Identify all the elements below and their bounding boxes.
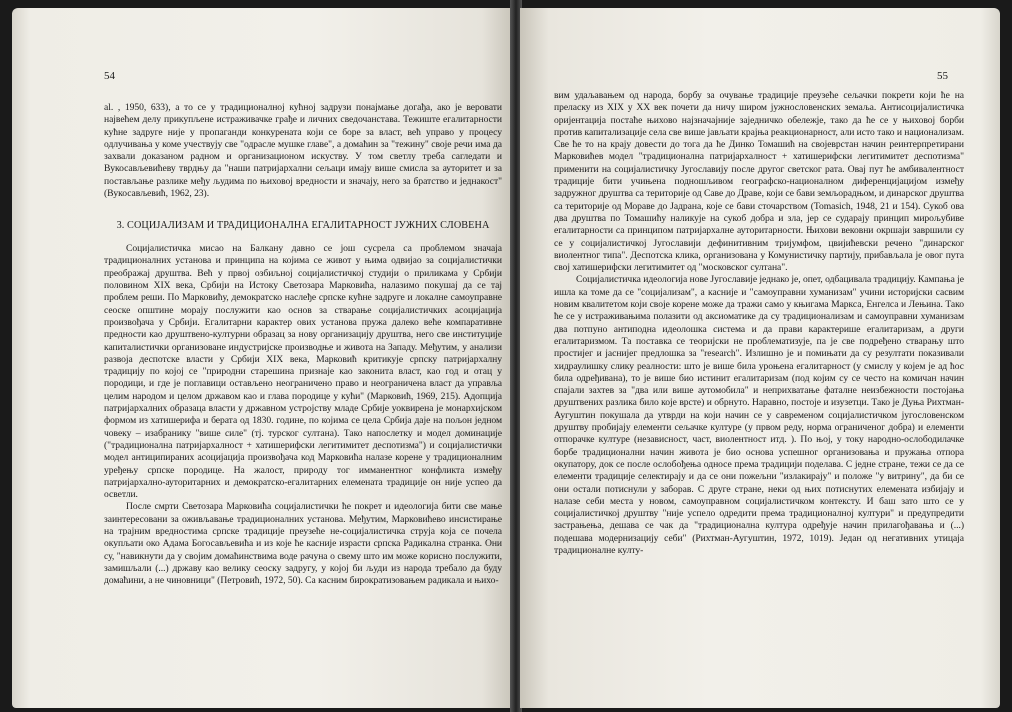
paragraph-continued: вим удаљавањем од народа, борбу за очување традиције преузеће сељачки покрети који ће на прелаcку из XIX у XX век почети да ничу широм јужнословенских земаља. Антисоцијалистичка оријентација постаће њихово најзначајније заједничко обележје, тако да ће се у њиховој борби против капитализације села све више јављати крајња реакционарност, али исто тако и национализам. Све ће то на крају довести до тога да ће Динко Томашић на својеврстан начин реинтерпретирани Марковићев модел "традиционална патријархалност + хатишерифски легитимитет деспотизма" применити на социјалистичку Југославију после другог светског рата. Овај пут ће амбивалентност традиције бити учињена подношљивом географско-националном диференцијацијом између задружног друштва са територије од Саве до Драве, који се бави земљорадњом, и динарског друштва са територије од Мораве до Јадрана, које се бави сточарством (Tomasich, 1948, 21 и 154). Сукоб ова два друштва по Томашићу наликује на сукоб добра и зла, јер се сударају принцип мирољубиве егалитарности са принципом патријархалне ауторитарности. Њихови вековни окршаји завршили су се у социјалистичкој Југославији дефинитивним тријумфом, цвијићевски речено "динарског виолентног типа". Деспотска клика, организована у Комунистичку партију, прибављала је овог пута свој хатишерифски легитимитет од "московског султана". [554, 90, 964, 274]
right-page [520, 8, 1000, 708]
paragraph-intro: al. , 1950, 633), а то се у традиционалној кућној задрузи понајмање догађа, ако је веровати највећем делу прикупљене истраживачке грађе и личних сведочанстава. Тежиште егалитарности кућне задруге није у пропаганди конкурената који се боре за власт, већ управо у процесу одлучивања у коме учествују све "одрасле мушке главе", а домаћин за "тежину" своје речи има да захвали доказаном радном и организационом искуству. У том светлу треба сагледати и Вукосављевићеву тврдњу да "наши патријархални сељаци имају више смисла за ауторитет и за постављање разлике међу људима по њиховој вредности и значају, него за братство и једнакост" (Вукосављевић, 1962, 23). [104, 102, 502, 200]
left-page-body [104, 102, 502, 587]
paragraph-1: Социјалистичка мисао на Балкану давно се још сусрела са проблемом значаја традиционалних установа и принципа на којима се живот у њима одвијао за социјалистички преображај друштва. Већ у првој озбиљној социјалистичкој студији о приликама у Србији половином XIX века, Србији на Истоку Светозара Марковића, налазимо покушај да се тај проблем реши. По Марковићу, демократско наслеђе српске кућне задруге и локалне самоуправне сеоске општине морају послужити као основ за стварање социјалистичких асоцијација произвођача у Србији. Егалитарни карактер ових установа пружа далеко веће компаративне предности као друштвено-културни образац за нову организацију друштва, него све институције капиталистички организоване индустријске производње и живота на Западу. Међутим, у анализи развоја деспотске власти у Србији XIX века, Марковић критикује српску патријархалну традицију по којој се "природни старешина признаје као законита власт, као год и отац у породици, и где је поглавици остављено неограничено право и неограничена власт да управља целим народом и целом државом као и глава породице у кући" (Марковић, 1969, 215). Адопција патријархалних образаца власти у државном устројству младе Србије уоквирена је монархијском формом из хатишерифа и берата од 1830. године, по којима се цела Србија даје на пољон једном човеку – изабранику "више силе" (тј. турског султана). Тако напослетку и модел доминације ("традиционална патријархалност + хатишерифски легитимитет деспотизма") и социјалистички модел антиципираних асоцијација произвођача код Марковића налазе корене у традиционалним уређењу српске породице. На жалост, природу тог имманентног конфликта између патријархално-ауторитарних и демократско-егалитарних елемената традиције он није успео да осветли. [104, 243, 502, 501]
right-page-body [554, 90, 964, 557]
left-page [12, 8, 512, 708]
paragraph-2: После смрти Светозара Марковића социјалистички ће покрет и идеологија бити све мање заинтересовани за оживљавање традиционалних установа. Међутим, Марковићево инсистирање на трајним вредностима српске традиције преузеће не-социјалистичка струја која се почела окупљати око Адама Богосављевића и из које ће касније израсти српска Радикална странка. Они су, "навикнути да у својим домаћинствима воде рачуна о свему што им може корисно послужити, замишљали (...) државу као велику сеоску задругу, у којој би људи из народа требало да буду домаћини, а не чиновници" (Петровић, 1972, 50). Са касним бирократизовањем радикала и њихо- [104, 501, 502, 587]
paragraph-main: Социјалистичка идеологија нове Југославије једнако је, опет, одбацивала традицију. Кампања је ишла ка томе да се "социјализам", а касније и "самоуправни хуманизам" учини историјски сасвим новим квалитетом који своје корене може да тражи само у књигама Маркса, Енгелса и Лењина. Тако ће се у истраживањима полазити од аксиоматике да су традиционализам и самоуправни хуманизам два потпуно антиподна идеолошка система и да прави карактерише егалитаризам, а други егалитаризмом. Та поставка се теоријски не проблематизује, па је све подређено стварању што простијег и јаснијег предлошка за "research". Излишно је и помињати да су резултати показивали хидраулишку слику реалности: што је више била уроњена егалитарност (у смислу у којем је ад ћос била одређивана), то је више био истинит егалитаризам (под којим су се често на комичан начин спајали захтев за "два или више аутомобила" и неприхватање фаталне неизбежности постојања друштвених разлика било које врсте) и обрнуто. Наравно, постоје и изузетци. Тако је Дуња Рихтман-Аугуштин покушала да утврди на који начин се у савременом социјалистичком југословенском друштву пробијају елементи сељачке културе (у првом реду, норма ограниченог добра) и елементи отпорачке културе (независност, част, виолентност итд. ). По њој, у току народно-ослободилачке борбе традиционални начин живота је био основа успешног организовања и пружања отпора окупатору, док се после ослобођења односе према традицији поделава. С једне стране, тежи се да се елементи традиције селектирају и да се они пожељни "излакирају" и положе "у витрину", да би се они остали потиснули у заборав. С друге стране, неки од њих потиснутих елемената избијају и налазе себи места у новом, самоуправном социјалистичком контексту. И баш зато што се у социјалистичкој друштву "није успело одредити према традиционалној култури" и предупредити застрањења, дешава се чак да "традиционална култура одређује начин прилагођавања и (...) подешава модернизацију себи" (Рихтман-Аугуштин, 1972, 1019). Један од негативних утицаја традиционалне култу- [554, 274, 964, 556]
page-number-left: 54 [104, 70, 115, 82]
page-number-right: 55 [937, 70, 948, 82]
section-heading: 3. СОЦИЈАЛИЗАМ И ТРАДИЦИОНАЛНА ЕГАЛИТАРНОСТ ЈУЖНИХ СЛОВЕНА [116, 220, 490, 232]
